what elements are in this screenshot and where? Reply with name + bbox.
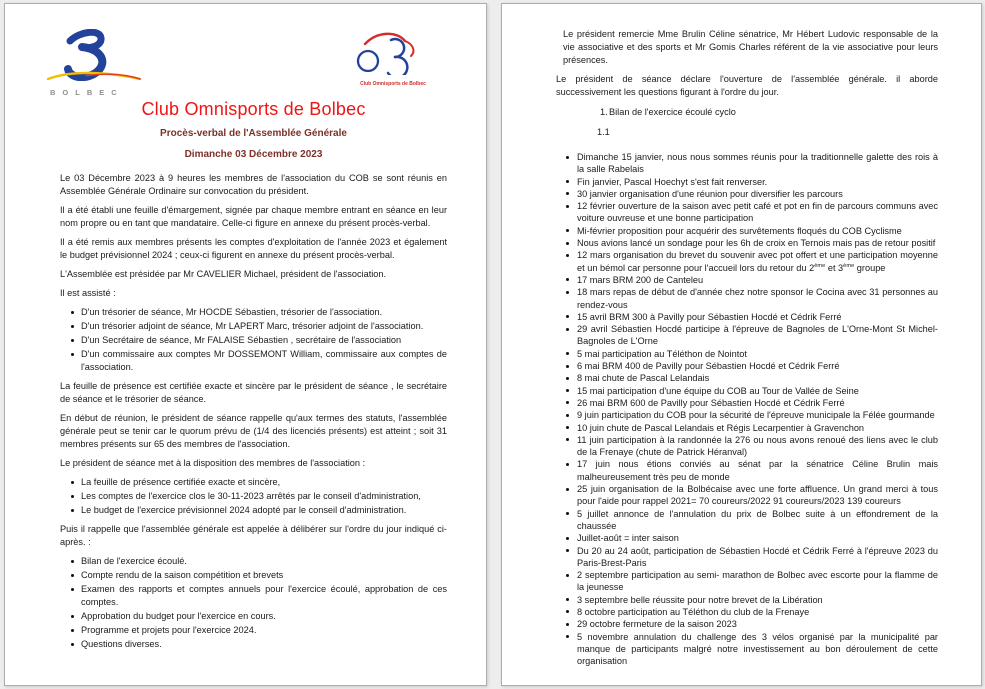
bullet-item: 3 septembre belle réussite pour notre brevet de la Libération xyxy=(556,594,938,606)
bullet-item: Dimanche 15 janvier, nous nous sommes réunis pour la traditionnelle galette des rois à la salle Rabelais xyxy=(556,151,938,176)
bullet-item: 15 avril BRM 300 à Pavilly pour Sébastien Hocdé et Cédrik Ferré xyxy=(556,311,938,323)
paragraph: Il a été remis aux membres présents les comptes d'exploitation de l'année 2023 et également le budget prévisionnel 2024 ; ceux-ci figurent en annexe du présent procès-verbal. xyxy=(60,237,447,260)
cob-cyclist-icon xyxy=(351,29,435,75)
numbered-item-text: Bilan de l'exercice écoulé cyclo xyxy=(609,107,736,117)
page-2-content xyxy=(556,28,938,667)
paragraph: 1.1 xyxy=(597,127,610,137)
cob-logo-label: Club Omnisports de Bolbec xyxy=(360,81,426,87)
bullet-item: 18 mars repas de début de d'année chez notre sponsor le Cocina avec 31 personnes au rendez-vous xyxy=(556,286,938,311)
page-1-content xyxy=(60,172,447,651)
bullet-item: Programme et projets pour l'exercice 2024. xyxy=(60,624,447,637)
bullet-item: Approbation du budget pour l'exercice en cours. xyxy=(60,610,447,623)
bullet-item: 29 avril Sébastien Hocdé participe à l'épreuve de Bagnoles de L'Orne-Mont St Michel-Bagnoles de L'Orne xyxy=(556,323,938,348)
page-1 xyxy=(4,3,487,686)
bullet-item: 8 octobre participation au Téléthon du club de la Frenaye xyxy=(556,606,938,618)
bolbec-logo-label: BOLBEC xyxy=(50,88,124,97)
bullet-item: 11 juin participation à la randonnée la 276 ou nous avons renoué des liens avec le club de la Frenaye (chute de Patrick Héranval) xyxy=(556,434,938,459)
bullet-item: 15 mai participation d'une équipe du COB au Tour de Vallée de Seine xyxy=(556,385,938,397)
bullet-item: 2 septembre participation au semi- marathon de Bolbec avec escorte pour la flamme de la jeunesse xyxy=(556,569,938,594)
bullet-item: Compte rendu de la saison compétition et brevets xyxy=(60,569,447,582)
bullet-item: 10 juin chute de Pascal Lelandais et Régis Lecarpentier à Gravenchon xyxy=(556,422,938,434)
bullet-list xyxy=(556,151,938,667)
bullet-list xyxy=(60,476,447,517)
bullet-item: La feuille de présence certifiée exacte et sincère, xyxy=(60,476,447,489)
bullet-item: 9 juin participation du COB pour la sécurité de l'épreuve municipale la Félée gourmande xyxy=(556,409,938,421)
bullet-item: Questions diverses. xyxy=(60,638,447,651)
bullet-item: 17 juin nous étions conviés au sénat par la sénatrice Céline Brulin mais malheureusement très peu de monde xyxy=(556,458,938,483)
numbered-item-marker: 1. xyxy=(600,107,608,117)
paragraph: Puis il rappelle que l'assemblée générale est appelée à délibérer sur l'ordre du jour indiqué ci-après. : xyxy=(60,524,447,547)
bullet-list xyxy=(60,306,447,374)
bullet-item: 5 mai participation au Téléthon de Nointot xyxy=(556,348,938,360)
paragraph: Il est assisté : xyxy=(60,288,116,298)
cob-club-logo xyxy=(350,29,436,87)
bullet-item: Bilan de l'exercice écoulé. xyxy=(60,555,447,568)
header-logos xyxy=(50,29,447,97)
paragraph: Le président de séance déclare l'ouverture de l'assemblée générale. il aborde successivement les questions figurant à l'ordre du jour. xyxy=(556,74,938,97)
bullet-item: Fin janvier, Pascal Hoechyt s'est fait renverser. xyxy=(556,176,938,188)
bullet-item: Nous avions lancé un sondage pour les 6h de croix en Ternois mais pas de retour positif xyxy=(556,237,938,249)
bolbec-swoosh-icon xyxy=(44,29,144,81)
bullet-item: 12 mars organisation du brevet du souvenir avec pot offert et une participation moyenne et un bémol car personne pour l'accueil lors du retour du 2ème et 3ème groupe xyxy=(556,249,938,274)
paragraph: Le président remercie Mme Brulin Céline sénatrice, Mr Hébert Ludovic responsable de la vie associative et des sports et Mr Gomis Charles référent de la vie associative pour leurs présences. xyxy=(563,29,938,65)
bolbec-city-logo xyxy=(44,29,148,97)
bullet-item: Examen des rapports et comptes annuels pour l'exercice écoulé, approbation de ces comptes. xyxy=(60,583,447,609)
bullet-item: Juillet-août = inter saison xyxy=(556,532,938,544)
bullet-item: Mi-février proposition pour acquérir des survêtements floqués du COB Cyclisme xyxy=(556,225,938,237)
paragraph: La feuille de présence est certifiée exacte et sincère par le président de séance , le secrétaire de séance et le trésorier de séance. xyxy=(60,381,447,404)
bullet-item: D'un trésorier adjoint de séance, Mr LAPERT Marc, trésorier adjoint de l'association. xyxy=(60,320,447,333)
bullet-item: 26 mai BRM 600 de Pavilly pour Sébastien Hocdé et Cédrik Ferré xyxy=(556,397,938,409)
bullet-item: D'un commissaire aux comptes Mr DOSSEMONT William, commissaire aux comptes de l'association. xyxy=(60,348,447,374)
paragraph: En début de réunion, le président de séance rappelle qu'aux termes des statuts, l'assemblée générale peut se tenir car le quorum prévu de (1/4 des licenciés présents) est atteint ; soit 31 membres présents sur 65 des membres de l'association. xyxy=(60,413,447,449)
bullet-item: D'un trésorier de séance, Mr HOCDE Sébastien, trésorier de l'association. xyxy=(60,306,447,319)
document-subtitle: Procès-verbal de l'Assemblée Générale xyxy=(160,128,347,139)
bullet-item: 8 mai chute de Pascal Lelandais xyxy=(556,372,938,384)
document-date: Dimanche 03 Décembre 2023 xyxy=(184,149,323,160)
bullet-item: Le budget de l'exercice prévisionnel 2024 adopté par le conseil d'administration. xyxy=(60,504,447,517)
bullet-item: 29 octobre fermeture de la saison 2023 xyxy=(556,618,938,630)
bullet-item: 12 février ouverture de la saison avec petit café et pot en fin de parcours communs avec voiture ouvreuse et une bonne participation xyxy=(556,200,938,225)
bullet-item: D'un Secrétaire de séance, Mr FALAISE Sébastien , secrétaire de l'association xyxy=(60,334,447,347)
document-title: Club Omnisports de Bolbec xyxy=(141,99,366,119)
bullet-item: 5 juillet annonce de l'annulation du prix de Bolbec suite à un effondrement de la chaussée xyxy=(556,508,938,533)
bullet-item: 17 mars BRM 200 de Canteleu xyxy=(556,274,938,286)
bullet-item: 5 novembre annulation du challenge des 3 vélos organisé par la municipalité par manque de participants malgré notre investissement au bon déroulement de cette organisation xyxy=(556,631,938,668)
paragraph: Le 03 Décembre 2023 à 9 heures les membres de l'association du COB se sont réunis en Assemblée Générale Ordinaire sur convocation du président. xyxy=(60,173,447,196)
bullet-item: 30 janvier organisation d'une réunion pour diversifier les parcours xyxy=(556,188,938,200)
bullet-list xyxy=(60,555,447,651)
bullet-item: Les comptes de l'exercice clos le 30-11-2023 arrêtés par le conseil d'administration, xyxy=(60,490,447,503)
bullet-item: 6 mai BRM 400 de Pavilly pour Sébastien Hocdé et Cédrik Ferré xyxy=(556,360,938,372)
bullet-item: 25 juin organisation de la Bolbécaise avec une forte affluence. Un grand merci à tous pour l'aide pour rappel 2021= 70 coureurs/2022 91 coureurs/2023 139 coureurs xyxy=(556,483,938,508)
paragraph: L'Assemblée est présidée par Mr CAVELIER Michael, président de l'association. xyxy=(60,269,387,279)
bullet-item: Du 20 au 24 août, participation de Sébastien Hocdé et Cédrik Ferré à l'épreuve 2023 du Paris-Brest-Paris xyxy=(556,545,938,570)
paragraph: Il a été établi une feuille d'émargement, signée par chaque membre entrant en séance en leur nom propre ou en tant que mandataire. Celle-ci figure en annexe du présent procès-verbal. xyxy=(60,205,447,228)
paragraph: Le président de séance met à la disposition des membres de l'association : xyxy=(60,458,366,468)
numbered-item xyxy=(556,106,938,119)
page-2 xyxy=(501,3,982,686)
